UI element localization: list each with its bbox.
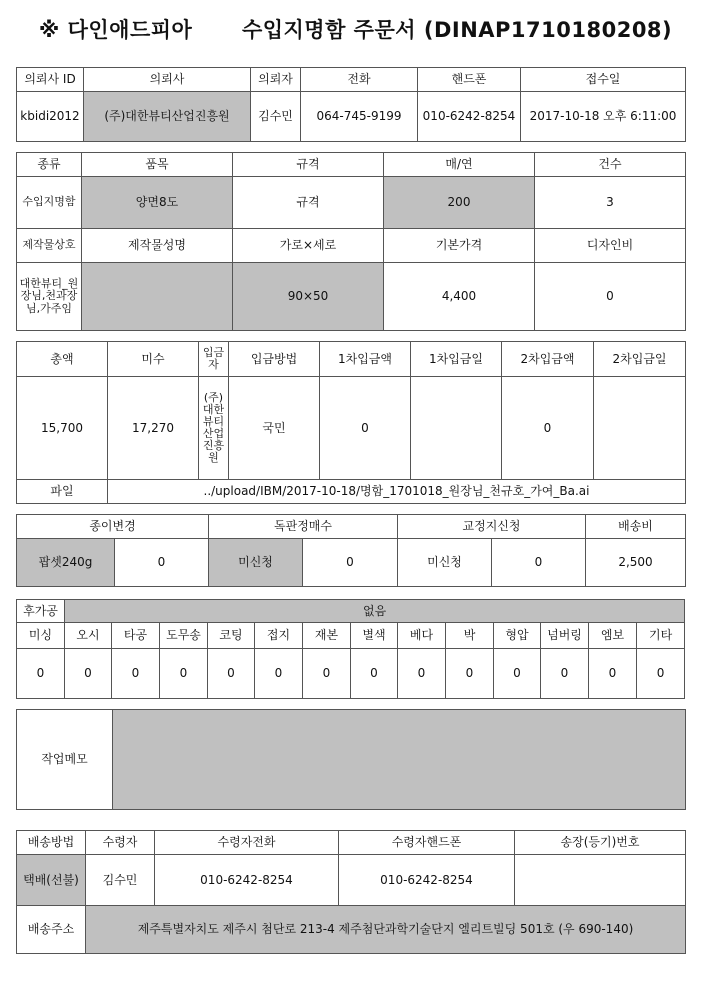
sewing-value: 0 [17, 649, 65, 699]
proof-status: 미신청 [398, 539, 492, 587]
unpaid-value: 17,270 [108, 377, 199, 480]
document-name: 수입지명함 주문서 [241, 18, 417, 42]
paper-extra-value: 0 [115, 539, 209, 587]
memo-table [16, 709, 686, 810]
spec-value: 규격 [233, 177, 384, 229]
header-unpaid: 미수 [108, 342, 199, 377]
payment-method-value: 국민 [229, 377, 320, 480]
header-product-company: 제작물상호 [17, 229, 82, 263]
client-id-value: kbidi2012 [17, 92, 84, 142]
header-spot-color: 별색 [351, 623, 398, 649]
header-embossing: 형압 [494, 623, 541, 649]
solid-value: 0 [398, 649, 446, 699]
product-person-value [82, 263, 233, 331]
paper-value: 팝셋240g [17, 539, 115, 587]
options-table [16, 514, 686, 587]
post-processing-label: 후가공 [17, 600, 65, 623]
header-product-person: 제작물성명 [82, 229, 233, 263]
first-amount-value: 0 [320, 377, 411, 480]
header-recipient: 수령자 [86, 831, 155, 855]
header-paper-change: 종이변경 [17, 515, 209, 539]
company-name: 다인애드피아 [67, 18, 193, 42]
proof-value: 0 [492, 539, 586, 587]
document-title [0, 14, 711, 44]
product-company-value: 대한뷰티_원장님,천과장님,가주임 [17, 263, 82, 331]
header-other: 기타 [637, 623, 685, 649]
shipping-fee-value: 2,500 [586, 539, 686, 587]
received-date-value: 2017-10-18 오후 6:11:00 [521, 92, 686, 142]
memo-value [113, 710, 686, 810]
header-phone: 전화 [301, 68, 418, 92]
creasing-value: 0 [65, 649, 112, 699]
client-info-table [16, 67, 686, 142]
folding-value: 0 [255, 649, 303, 699]
header-separate-copies: 독판정매수 [209, 515, 398, 539]
header-first-date: 1차입금일 [411, 342, 502, 377]
header-count: 건수 [535, 153, 686, 177]
dimensions-value: 90×50 [233, 263, 384, 331]
header-punching: 타공 [112, 623, 160, 649]
memo-label: 작업메모 [17, 710, 113, 810]
base-price-value: 4,400 [384, 263, 535, 331]
header-recipient-mobile: 수령자핸드폰 [339, 831, 515, 855]
header-coating: 코팅 [208, 623, 255, 649]
count-value: 3 [535, 177, 686, 229]
header-die-cut: 도무송 [160, 623, 208, 649]
address-value: 제주특별자치도 제주시 첨단로 213-4 제주첨단과학기술단지 엘리트빌딩 501호 (우 690-140) [86, 906, 686, 954]
foil-value: 0 [446, 649, 494, 699]
header-client-company: 의뢰사 [84, 68, 251, 92]
header-dimensions: 가로×세로 [233, 229, 384, 263]
header-foil: 박 [446, 623, 494, 649]
recipient-value: 김수민 [86, 855, 155, 906]
product-info-table [16, 152, 686, 331]
client-company-value: (주)대한뷰티산업진흥원 [84, 92, 251, 142]
header-item: 품목 [82, 153, 233, 177]
recipient-phone-value: 010-6242-8254 [155, 855, 339, 906]
recipient-mobile-value: 010-6242-8254 [339, 855, 515, 906]
header-first-amount: 1차입금액 [320, 342, 411, 377]
header-recipient-phone: 수령자전화 [155, 831, 339, 855]
second-amount-value: 0 [502, 377, 594, 480]
separate-copies-value: 0 [303, 539, 398, 587]
header-solid: 베다 [398, 623, 446, 649]
design-fee-value: 0 [535, 263, 686, 331]
sheets-value: 200 [384, 177, 535, 229]
order-number: (DINAP1710180208) [423, 18, 673, 42]
header-embo: 엠보 [589, 623, 637, 649]
delivery-table [16, 830, 686, 954]
requester-value: 김수민 [251, 92, 301, 142]
header-proof-request: 교정지신청 [398, 515, 586, 539]
mobile-value: 010-6242-8254 [418, 92, 521, 142]
header-type: 종류 [17, 153, 82, 177]
header-folding: 접지 [255, 623, 303, 649]
payment-info-table [16, 341, 686, 504]
header-binding: 재본 [303, 623, 351, 649]
header-payment-method: 입금방법 [229, 342, 320, 377]
header-mobile: 핸드폰 [418, 68, 521, 92]
header-shipping-fee: 배송비 [586, 515, 686, 539]
tracking-number-value [515, 855, 686, 906]
first-date-value [411, 377, 502, 480]
spot-color-value: 0 [351, 649, 398, 699]
file-path-link[interactable]: ../upload/IBM/2017-10-18/명함_1701018_원장님_천규호_가여_Ba.ai [108, 480, 686, 504]
coating-value: 0 [208, 649, 255, 699]
post-processing-table [16, 599, 685, 699]
second-date-value [594, 377, 686, 480]
header-client-id: 의뢰사 ID [17, 68, 84, 92]
embo-value: 0 [589, 649, 637, 699]
header-base-price: 기본가격 [384, 229, 535, 263]
file-label: 파일 [17, 480, 108, 504]
post-processing-value: 없음 [65, 600, 685, 623]
header-second-date: 2차입금일 [594, 342, 686, 377]
header-design-fee: 디자인비 [535, 229, 686, 263]
address-label: 배송주소 [17, 906, 86, 954]
header-numbering: 넘버링 [541, 623, 589, 649]
binding-value: 0 [303, 649, 351, 699]
header-received-date: 접수일 [521, 68, 686, 92]
punching-value: 0 [112, 649, 160, 699]
phone-value: 064-745-9199 [301, 92, 418, 142]
die-cut-value: 0 [160, 649, 208, 699]
header-depositor: 입금자 [199, 342, 229, 377]
total-value: 15,700 [17, 377, 108, 480]
header-sheets: 매/연 [384, 153, 535, 177]
other-value: 0 [637, 649, 685, 699]
header-second-amount: 2차입금액 [502, 342, 594, 377]
item-value: 양면8도 [82, 177, 233, 229]
delivery-method-value: 택배(선불) [17, 855, 86, 906]
title-symbol: ※ [38, 18, 60, 42]
header-sewing: 미싱 [17, 623, 65, 649]
embossing-value: 0 [494, 649, 541, 699]
header-requester: 의뢰자 [251, 68, 301, 92]
depositor-value: (주)대한뷰티산업진흥원 [199, 377, 229, 480]
header-delivery-method: 배송방법 [17, 831, 86, 855]
header-creasing: 오시 [65, 623, 112, 649]
numbering-value: 0 [541, 649, 589, 699]
header-total: 총액 [17, 342, 108, 377]
header-tracking-number: 송장(등기)번호 [515, 831, 686, 855]
separate-copies-status: 미신청 [209, 539, 303, 587]
type-value: 수입지명함 [17, 177, 82, 229]
header-spec: 규격 [233, 153, 384, 177]
